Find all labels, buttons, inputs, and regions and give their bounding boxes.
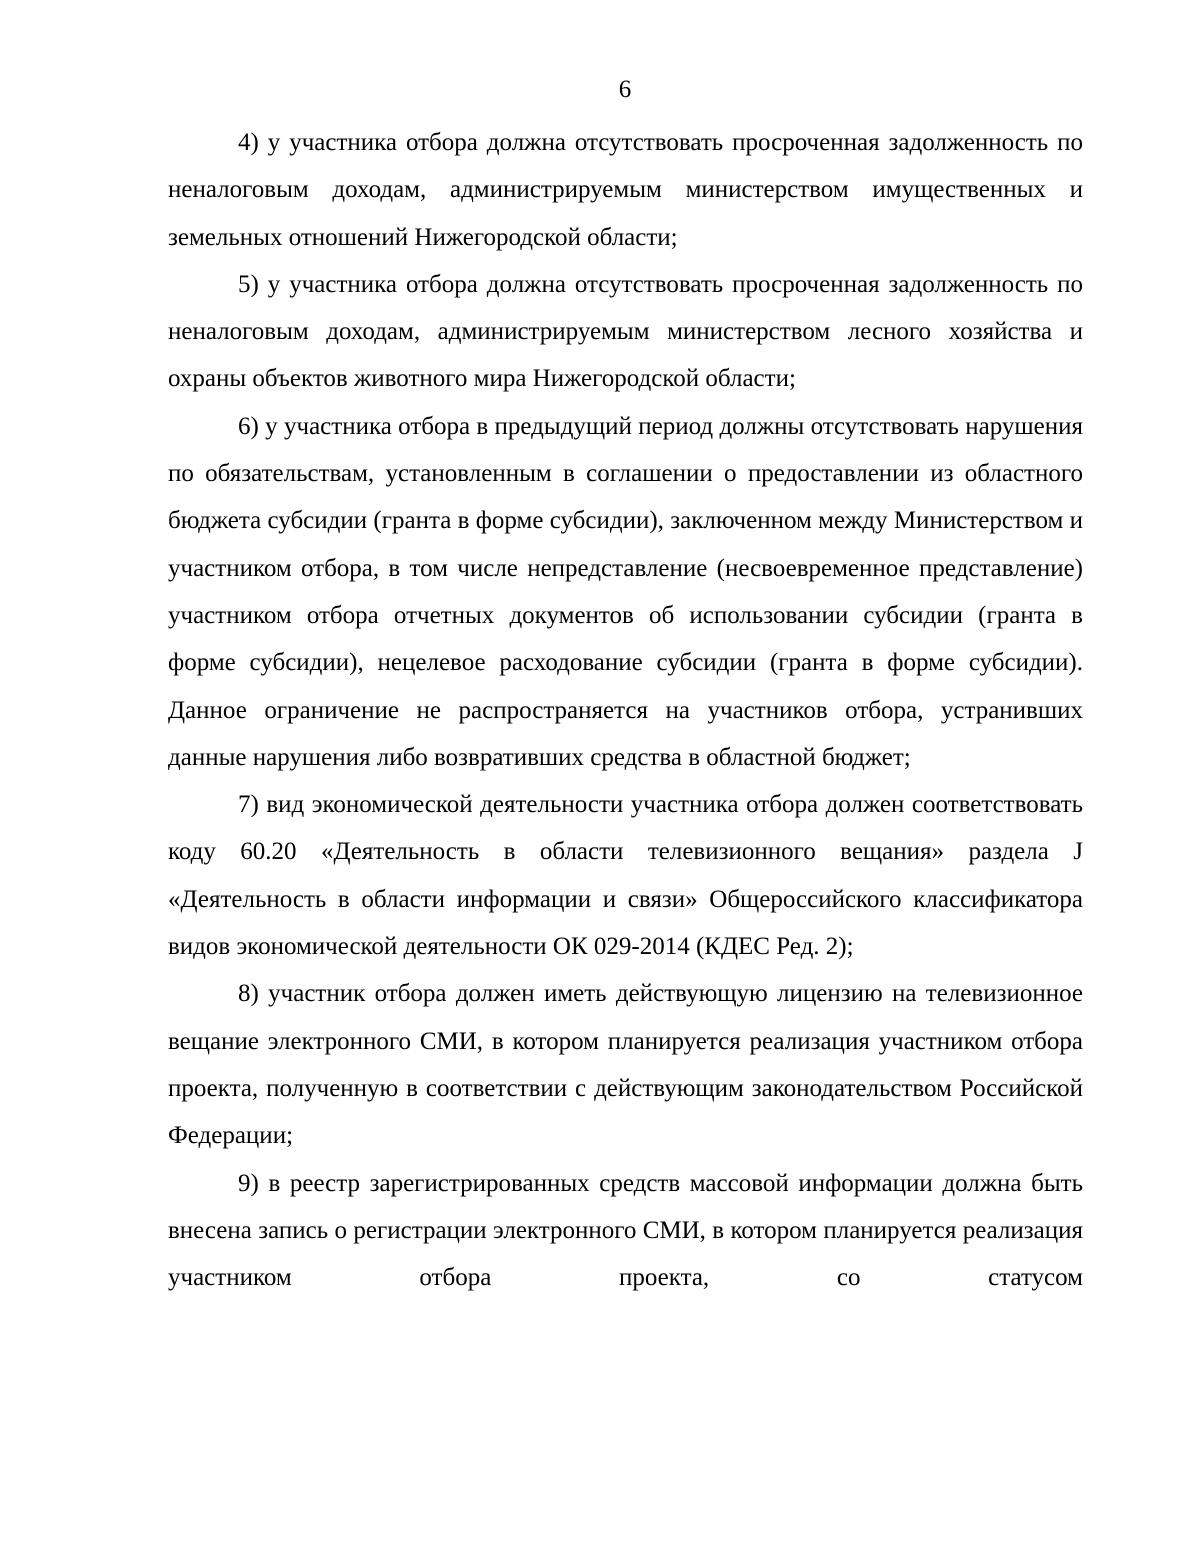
paragraph-item-8: 8) участник отбора должен иметь действующую лицензию на телевизионное вещание электронного СМИ, в котором планируется реализация участником отбора проекта, полученную в соответствии с действующим законодательством Российской Федерации; [168,980,1083,1150]
paragraph-item-6: 6) у участника отбора в предыдущий период должны отсутствовать нарушения по обязательствам, установленным в соглашении о предоставлении из областного бюджета субсидии (гранта в форме субсидии), заключенном между Министерством и участником отбора, в том числе непредставление (несвоевременное представление) участником отбора отчетных документов об использовании субсидии (гранта в форме субсидии), нецелевое расходование субсидии (гранта в форме субсидии). Данное ограничение не распространяется на участников отбора, устранивших данные нарушения либо возвративших средства в областной бюджет; [168,412,1083,771]
paragraph-item-5: 5) у участника отбора должна отсутствовать просроченная задолженность по неналоговым доходам, администрируемым министерством лесного хозяйства и охраны объектов животного мира Нижегородской области; [168,270,1083,393]
paragraph-item-9: 9) в реестр зарегистрированных средств массовой информации должна быть внесена запись о регистрации электронного СМИ, в котором планируется реализация участником отбора проекта, со статусом [168,1169,1083,1292]
paragraph-item-7: 7) вид экономической деятельности участника отбора должен соответствовать коду 60.20 «Деятельность в области телевизионного вещания» раздела J «Деятельность в области информации и связи» Общероссийского классификатора видов экономической деятельности ОК 029-2014 (КДЕС Ред. 2); [168,791,1083,961]
paragraph-item-4: 4) у участника отбора должна отсутствовать просроченная задолженность по неналоговым доходам, администрируемым министерством имущественных и земельных отношений Нижегородской области; [168,129,1083,251]
page-number: 6 [618,76,632,103]
document-body [168,119,1083,1301]
